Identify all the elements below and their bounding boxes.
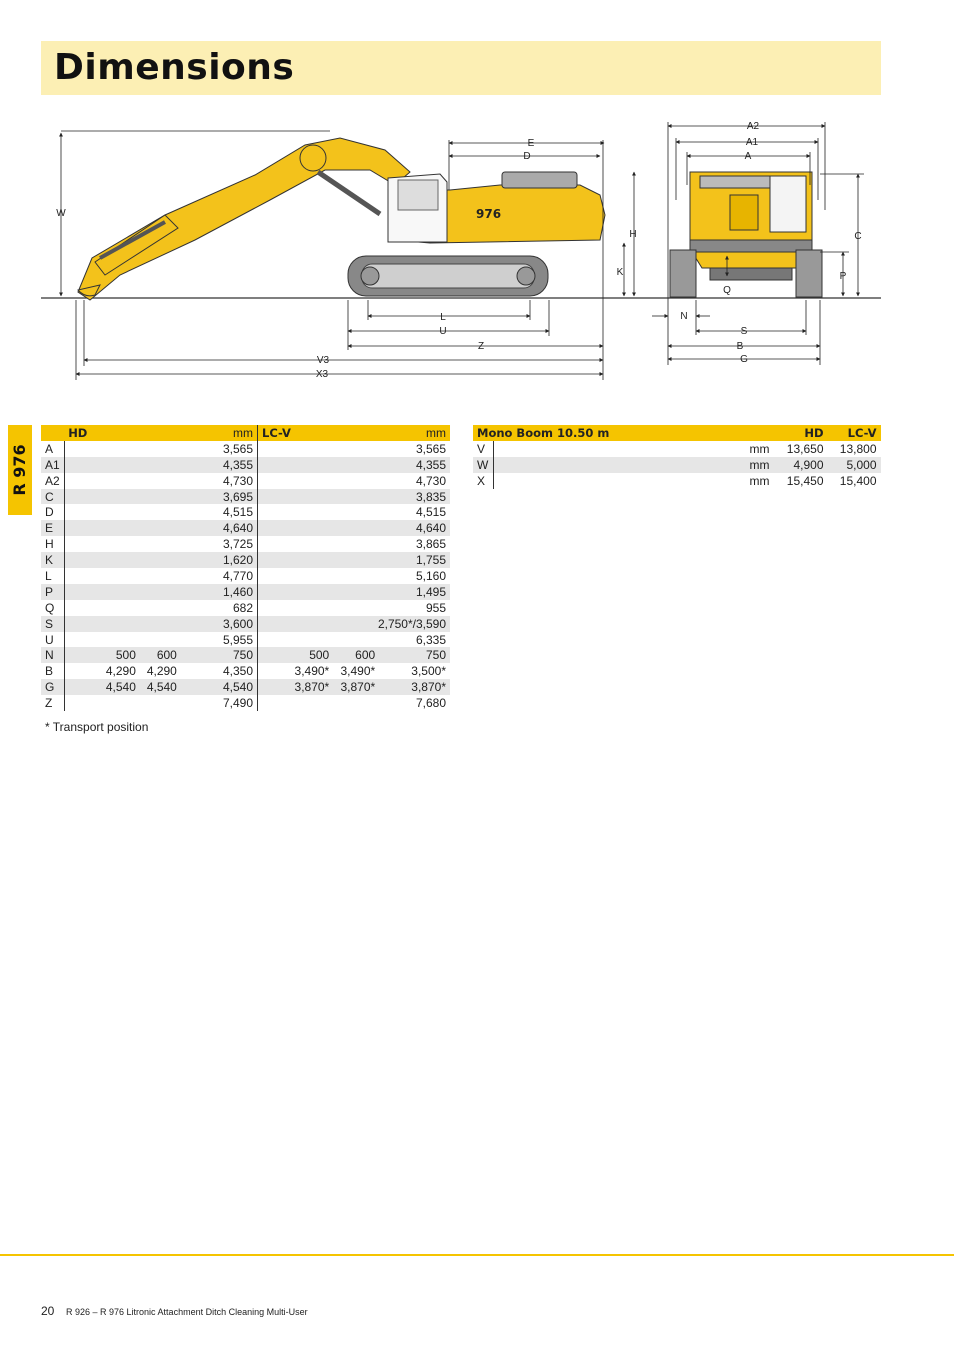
label-P: P [839, 271, 847, 282]
dimensions-table [41, 425, 450, 711]
table-row: W mm 4,900 5,000 [473, 457, 881, 473]
label-X3: X3 [315, 369, 329, 380]
page-number: 20 [41, 1304, 55, 1318]
table-row: B 4,290 4,290 4,350 3,490* 3,490* 3,500* [41, 663, 450, 679]
footer-text: R 926 – R 976 Litronic Attachment Ditch Cleaning Multi-User [66, 1307, 308, 1317]
table-row: S 3,600 2,750*/3,590 [41, 616, 450, 632]
excavator-side-view [78, 138, 605, 300]
table-row: U 5,955 6,335 [41, 632, 450, 648]
label-Q: Q [723, 285, 731, 296]
model-side-tab [8, 425, 32, 515]
label-H: H [629, 229, 637, 240]
side-tab-label: R 976 [10, 444, 29, 496]
boom-title: Mono Boom 10.50 m [473, 425, 774, 441]
label-S: S [740, 326, 748, 337]
table-row: N 500 600 750 500 600 750 [41, 647, 450, 663]
lcv-unit: mm [379, 425, 450, 441]
table-row: P 1,460 1,495 [41, 584, 450, 600]
label-N: N [680, 311, 688, 322]
table-row: D 4,515 4,515 [41, 504, 450, 520]
table-row: H 3,725 3,865 [41, 536, 450, 552]
table-row: V mm 13,650 13,800 [473, 441, 881, 457]
label-A1: A1 [745, 137, 759, 148]
table-row: K 1,620 1,755 [41, 552, 450, 568]
label-K: K [616, 267, 624, 278]
table-row: A2 4,730 4,730 [41, 473, 450, 489]
label-V3: V3 [316, 355, 330, 366]
label-B: B [736, 341, 744, 352]
table-row: Z 7,490 7,680 [41, 695, 450, 711]
model-badge: 976 [476, 207, 502, 221]
label-C: C [854, 231, 862, 242]
table-row: X mm 15,450 15,400 [473, 473, 881, 489]
footnote: * Transport position [45, 720, 149, 734]
table-row: E 4,640 4,640 [41, 520, 450, 536]
table-row: A1 4,355 4,355 [41, 457, 450, 473]
hd-unit: mm [181, 425, 258, 441]
label-U: U [439, 326, 447, 337]
label-W: W [56, 208, 66, 219]
dimension-drawing [0, 0, 954, 400]
label-D: D [523, 151, 531, 162]
boom-hd-header: HD [774, 425, 828, 441]
label-E: E [527, 138, 535, 149]
label-G: G [740, 354, 748, 365]
lcv-header: LC-V [258, 425, 380, 441]
dim-table-header [41, 425, 450, 441]
table-row: A 3,565 3,565 [41, 441, 450, 457]
label-L: L [440, 312, 446, 323]
excavator-front-view [670, 172, 822, 297]
boom-table-header [473, 425, 881, 441]
table-row: G 4,540 4,540 4,540 3,870* 3,870* 3,870* [41, 679, 450, 695]
footer-divider [0, 1254, 954, 1256]
table-row: L 4,770 5,160 [41, 568, 450, 584]
table-row: C 3,695 3,835 [41, 489, 450, 505]
table-row: Q 682 955 [41, 600, 450, 616]
boom-lcv-header: LC-V [828, 425, 881, 441]
page-title: Dimensions [54, 47, 295, 88]
mono-boom-table [473, 425, 881, 489]
hd-header: HD [64, 425, 181, 441]
label-A: A [744, 151, 752, 162]
label-A2: A2 [746, 121, 760, 132]
label-Z: Z [477, 341, 485, 352]
